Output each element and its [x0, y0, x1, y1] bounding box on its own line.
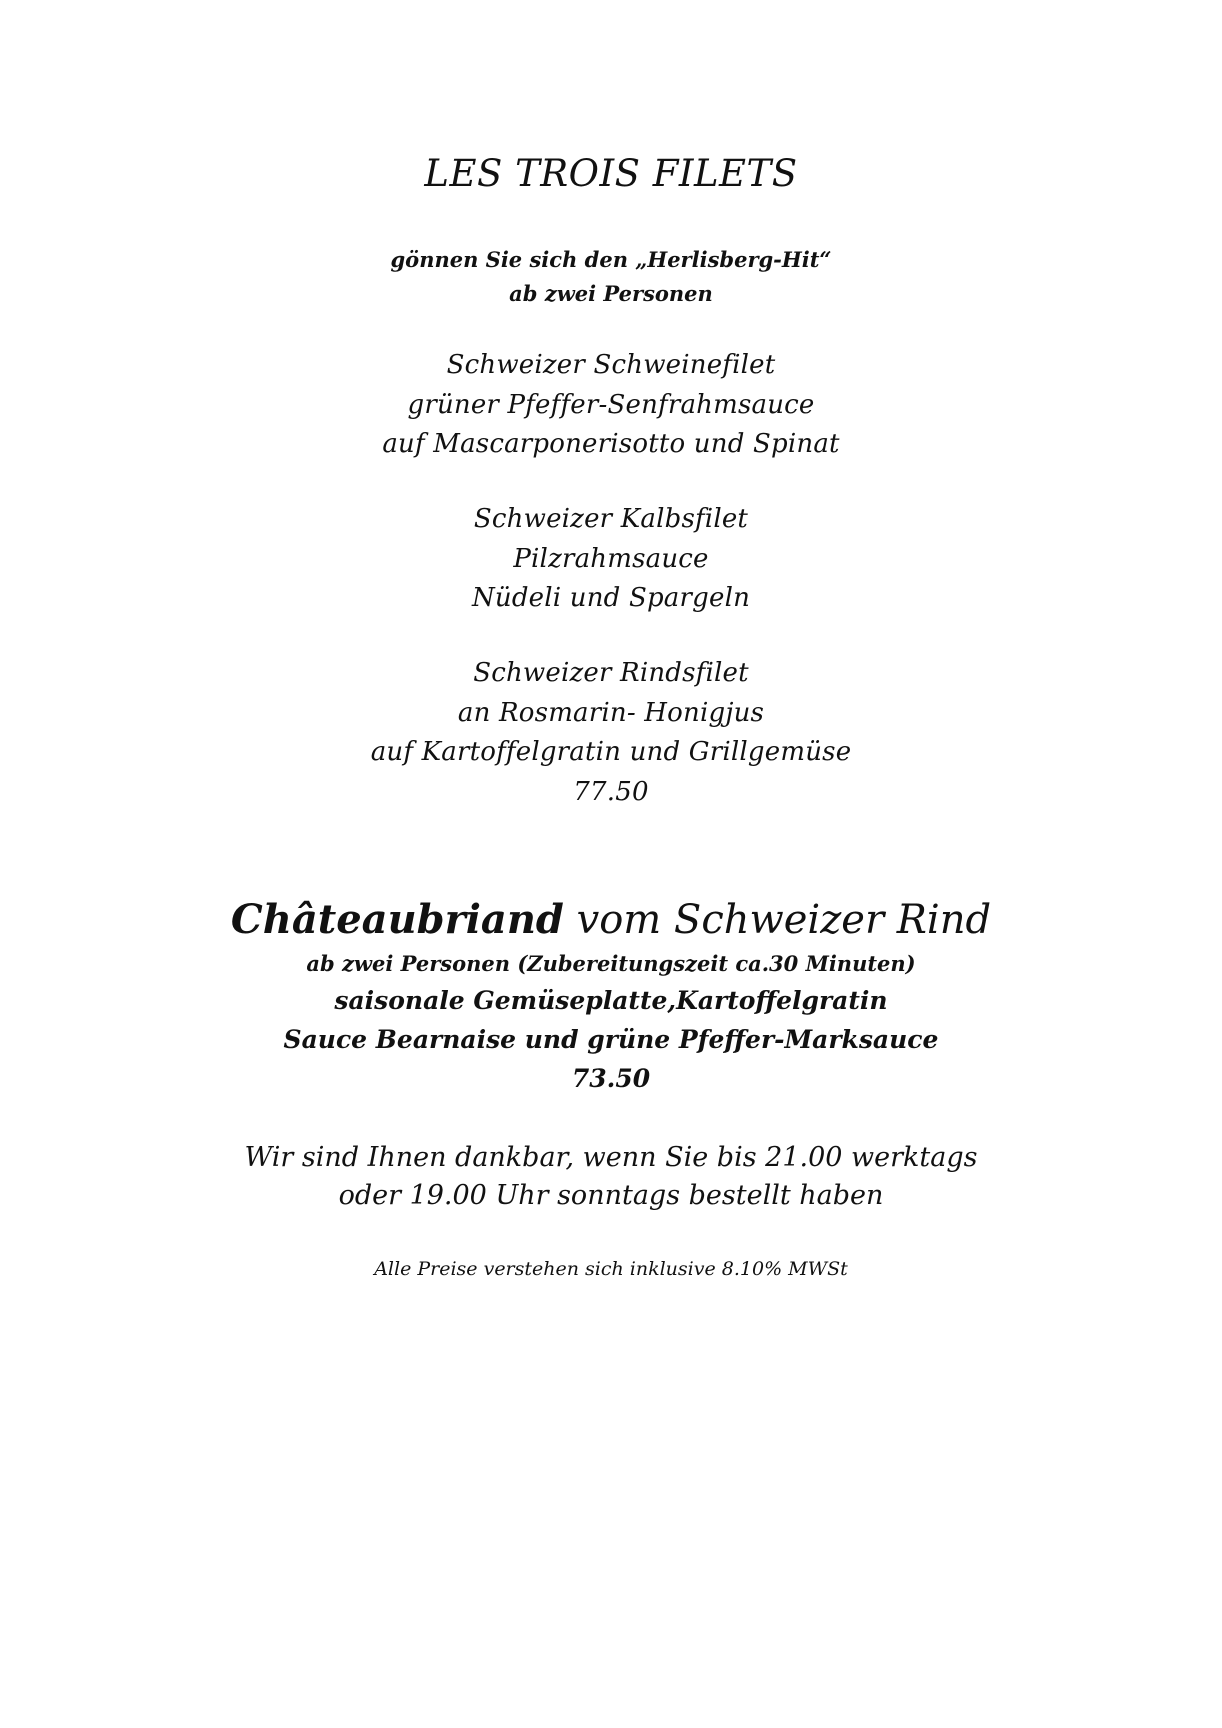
chateaubriand-title-bold: Châteaubriand — [230, 896, 564, 943]
dish-beef-sauce: an Rosmarin- Honigjus — [457, 698, 765, 728]
dish-beef-side: auf Kartoffelgratin und Grillgemüse — [370, 737, 852, 767]
order-notice-line-1: Wir sind Ihnen dankbar, wenn Sie bis 21.00 werktags — [244, 1142, 978, 1173]
menu-intro-line-2: ab zwei Personen — [509, 281, 713, 306]
menu-title: LES TROIS FILETS — [424, 152, 798, 195]
dish-pork-name: Schweizer Schweinefilet — [446, 350, 776, 380]
dish-pork-side: auf Mascarponerisotto und Spinat — [382, 429, 840, 459]
dish-beef-name: Schweizer Rindsfilet — [473, 658, 749, 688]
chateaubriand-title-rest: vom Schweizer Rind — [563, 897, 992, 943]
order-notice-line-2: oder 19.00 Uhr sonntags bestellt haben — [338, 1180, 884, 1211]
dish-pork-sauce: grüner Pfeffer-Senfrahmsauce — [407, 390, 815, 420]
chateaubriand-title — [0, 896, 1222, 943]
dish-veal-side: Nüdeli und Spargeln — [471, 583, 751, 613]
menu-intro-line-1: gönnen Sie sich den „Herlisberg-Hit“ — [390, 247, 832, 272]
vat-footnote: Alle Preise verstehen sich inklusive 8.10% MWSt — [374, 1258, 848, 1280]
dish-veal-name: Schweizer Kalbsfilet — [473, 504, 749, 534]
menu-price: 77.50 — [573, 777, 649, 807]
chateaubriand-sides: saisonale Gemüseplatte,Kartoffelgratin — [334, 986, 888, 1015]
chateaubriand-price: 73.50 — [571, 1064, 651, 1093]
chateaubriand-sauces: Sauce Bearnaise und grüne Pfeffer-Marksauce — [283, 1025, 939, 1054]
chateaubriand-subtitle: ab zwei Personen (Zubereitungszeit ca.30 Minuten) — [306, 951, 916, 976]
dish-veal-sauce: Pilzrahmsauce — [513, 544, 709, 574]
